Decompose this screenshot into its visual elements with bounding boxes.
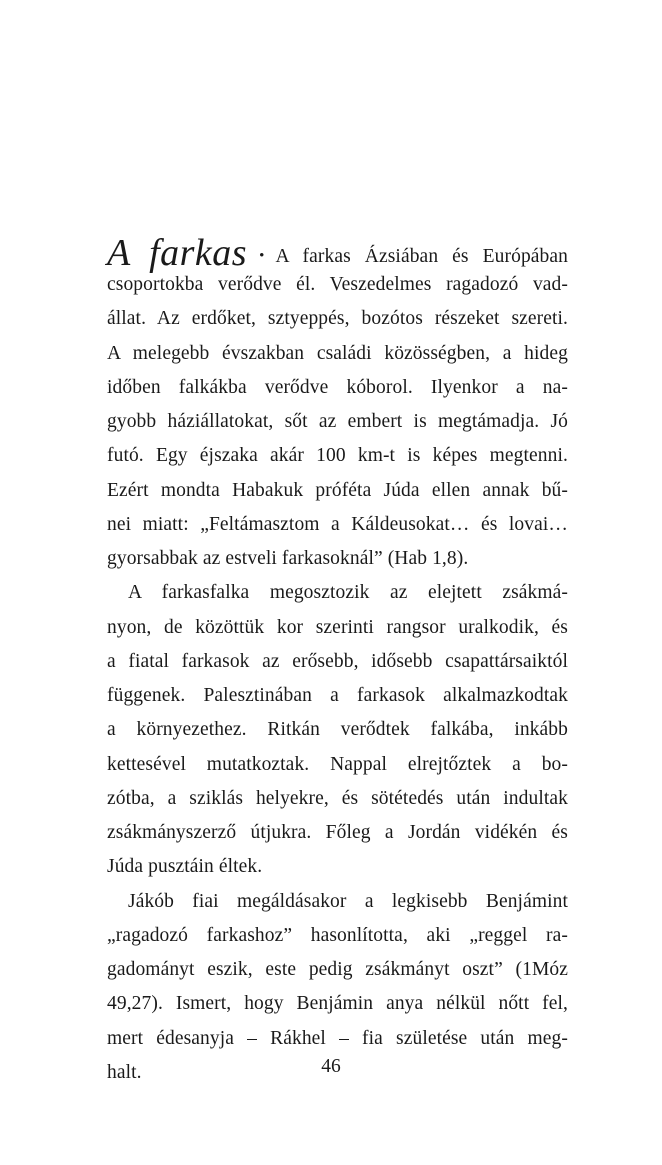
text-line: zsákmányszerző útjukra. Főleg a Jordán vidékén és	[107, 822, 568, 843]
text-line: futó. Egy éjszaka akár 100 km-t is képes megtenni.	[107, 445, 568, 467]
text-line: 49,27). Ismert, hogy Benjámin anya nélkül nőtt fel,	[107, 993, 568, 1015]
text-line: függenek. Palesztinában a farkasok alkalmazkodtak	[107, 685, 568, 706]
page-number: 46	[321, 1056, 341, 1077]
text-line: időben falkákba verődve kóborol. Ilyenkor a na-	[107, 376, 568, 398]
text-line: halt.	[107, 1061, 142, 1083]
text-line: Júda pusztáin éltek.	[107, 856, 263, 878]
text-line: állat. Az erdőket, sztyeppés, bozótos részeket szereti.	[107, 308, 568, 330]
title-separator: •	[259, 248, 265, 264]
text-line: A melegebb évszakban családi közösségben, a hideg	[107, 342, 568, 364]
text-line: A farkasfalka megosztozik az elejtett zsákmá-	[128, 582, 568, 604]
text-line: kettesével mutatkoztak. Nappal elrejtőztek a bo-	[107, 753, 568, 775]
article-first-line-text: A farkas Ázsiában és Európában	[275, 246, 569, 267]
text-line: gyorsabbak az estveli farkasoknál” (Hab 1,8).	[107, 548, 469, 569]
text-line: a fiatal farkasok az erősebb, idősebb csapattársaiktól	[107, 650, 568, 672]
text-line: gadományt eszik, este pedig zsákmányt oszt” (1Móz	[107, 959, 568, 980]
text-line: mert édesanyja – Rákhel – fia születése után meg-	[107, 1027, 568, 1049]
article-title: A farkas	[107, 232, 248, 274]
text-line: nei miatt: „Feltámasztom a Káldeusokat… és lovai…	[107, 513, 568, 535]
text-line: nyon, de közöttük kor szerinti rangsor uralkodik, és	[107, 616, 568, 638]
text-line: zótba, a sziklás helyekre, és sötétedés után indultak	[107, 787, 568, 809]
text-line: Jákób fiai megáldásakor a legkisebb Benjámint	[128, 890, 568, 912]
text-line: gyobb háziállatokat, sőt az embert is megtámadja. Jó	[107, 411, 568, 432]
text-line: csoportokba verődve él. Veszedelmes ragadozó vad-	[107, 274, 568, 295]
text-line: Ezért mondta Habakuk próféta Júda ellen annak bű-	[107, 479, 568, 501]
text-line: „ragadozó farkashoz” hasonlította, aki „reggel ra-	[107, 924, 568, 946]
text-line: a környezethez. Ritkán verődtek falkába, inkább	[107, 719, 568, 741]
